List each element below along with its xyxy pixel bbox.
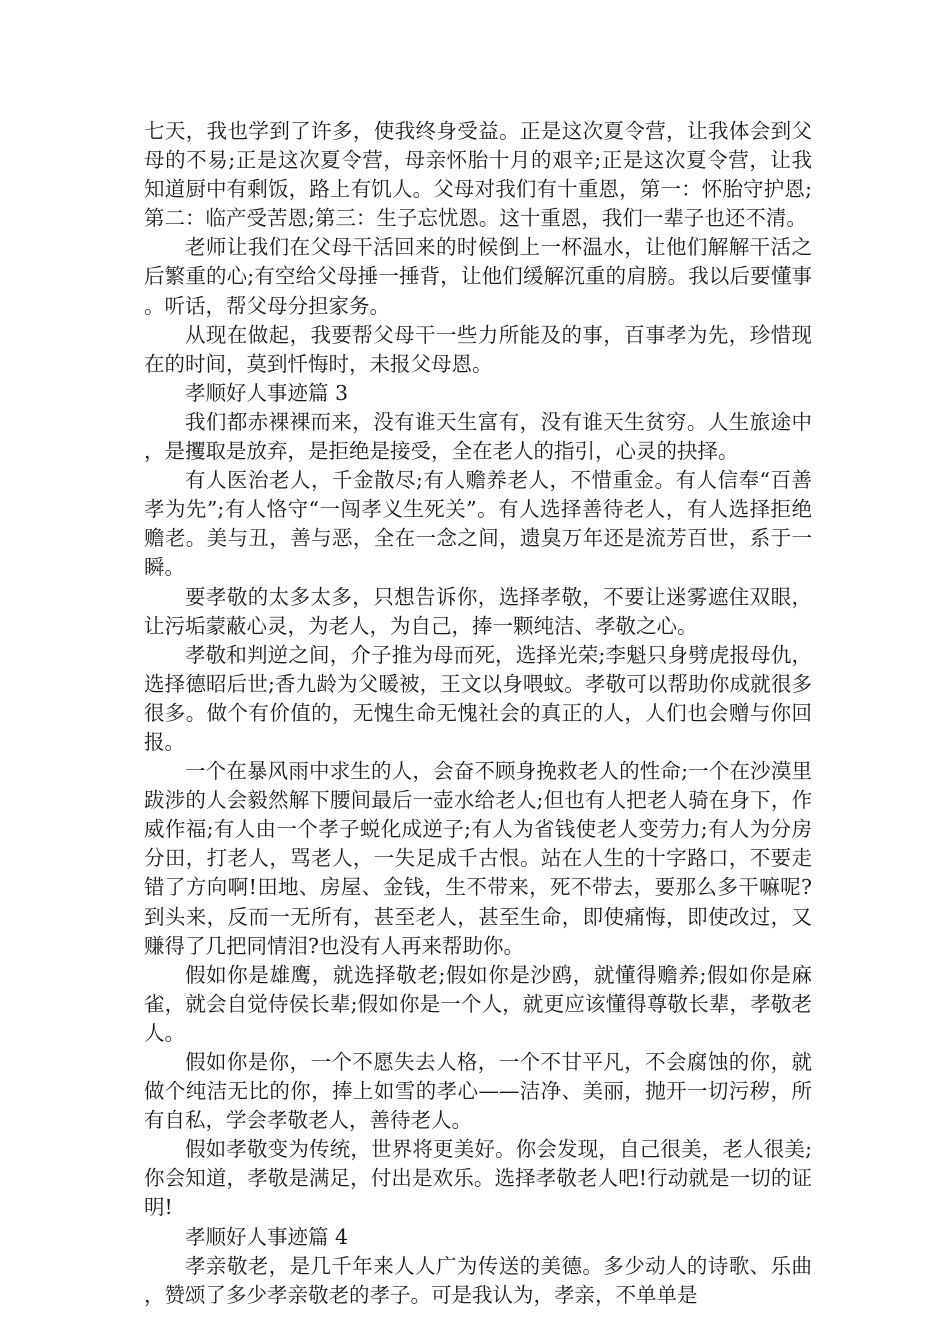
paragraph: 有人医治老人，千金散尽;有人赡养老人，不惜重金。有人信奉“百善孝为先”;有人恪守“一闯孝义生死关”。有人选择善待老人，有人选择拒绝赡老。美与丑，善与恶，全在一念之间，遗臭万年还是流芳百世，系于一瞬。 [144,468,812,580]
section-heading: 孝顺好人事迹篇 4 [185,1224,349,1249]
paragraph: 老师让我们在父母干活回来的时候倒上一杯温水，让他们解解干活之后繁重的心;有空给父母捶一捶背，让他们缓解沉重的肩膀。我以后要懂事。听话，帮父母分担家务。 [144,235,812,318]
paragraph: 假如你是雄鹰，就选择敬老;假如你是沙鸥，就懂得赡养;假如你是麻雀，就会自觉侍侯长辈;假如你是一个人，就更应该懂得尊敬长辈，孝敬老人。 [144,962,812,1045]
paragraph: 我们都赤裸裸而来，没有谁天生富有，没有谁天生贫穷。人生旅途中，是攫取是放弃，是拒绝是接受，全在老人的指引，心灵的抉择。 [144,409,812,464]
paragraph: 要孝敬的太多太多，只想告诉你，选择孝敬，不要让迷雾遮住双眼，让污垢蒙蔽心灵，为老人，为自己，捧一颗纯洁、孝敬之心。 [144,584,812,638]
paragraph: 假如你是你，一个不愿失去人格，一个不甘平凡，不会腐蚀的你，就做个纯洁无比的你，捧上如雪的孝心——洁净、美丽，抛开一切污秽，所有自私，学会孝敬老人，善待老人。 [144,1050,812,1133]
paragraph: 孝敬和判逆之间，介子推为母而死，选择光荣;李魁只身劈虎报母仇，选择德昭后世;香九龄为父暖被，王文以身喂蚊。孝敬可以帮助你成就很多很多。做个有价值的，无愧生命无愧社会的真正的人，人们也会赠与你回报。 [144,642,812,754]
paragraph: 七天，我也学到了许多，使我终身受益。正是这次夏令营，让我体会到父母的不易;正是这次夏令营，母亲怀胎十月的艰辛;正是这次夏令营，让我知道厨中有剩饭，路上有饥人。父母对我们有十重恩，第一：怀胎守护恩;第二：临产受苦恩;第三：生子忘忧恩。这十重恩，我们一辈子也还不清。 [144,119,812,231]
paragraph: 假如孝敬变为传统，世界将更美好。你会发现，自己很美，老人很美;你会知道，孝敬是满足，付出是欢乐。选择孝敬老人吧!行动就是一切的证明! [144,1137,812,1220]
section-heading: 孝顺好人事迹篇 3 [185,380,349,405]
paragraph: 从现在做起，我要帮父母干一些力所能及的事，百事孝为先，珍惜现在的时间，莫到忏悔时，未报父母恩。 [144,322,812,376]
paragraph: 孝亲敬老，是几千年来人人广为传送的美德。多少动人的诗歌、乐曲，赞颂了多少孝亲敬老的孝子。可是我认为，孝亲，不单单是 [144,1253,812,1307]
paragraph: 一个在暴风雨中求生的人，会奋不顾身挽救老人的性命;一个在沙漠里跋涉的人会毅然解下腰间最后一壶水给老人;但也有人把老人骑在身下，作威作福;有人由一个孝子蜕化成逆子;有人为省钱使老人变劳力;有人为分房分田，打老人，骂老人，一失足成千古恨。站在人生的十字路口，不要走错了方向啊!田地、房屋、金钱，生不带来，死不带去，要那么多干嘛呢?到头来，反而一无所有，甚至老人，甚至生命，即使痛悔，即使改过，又赚得了几把同情泪?也没有人再来帮助你。 [144,759,812,958]
document-page [144,117,812,1310]
